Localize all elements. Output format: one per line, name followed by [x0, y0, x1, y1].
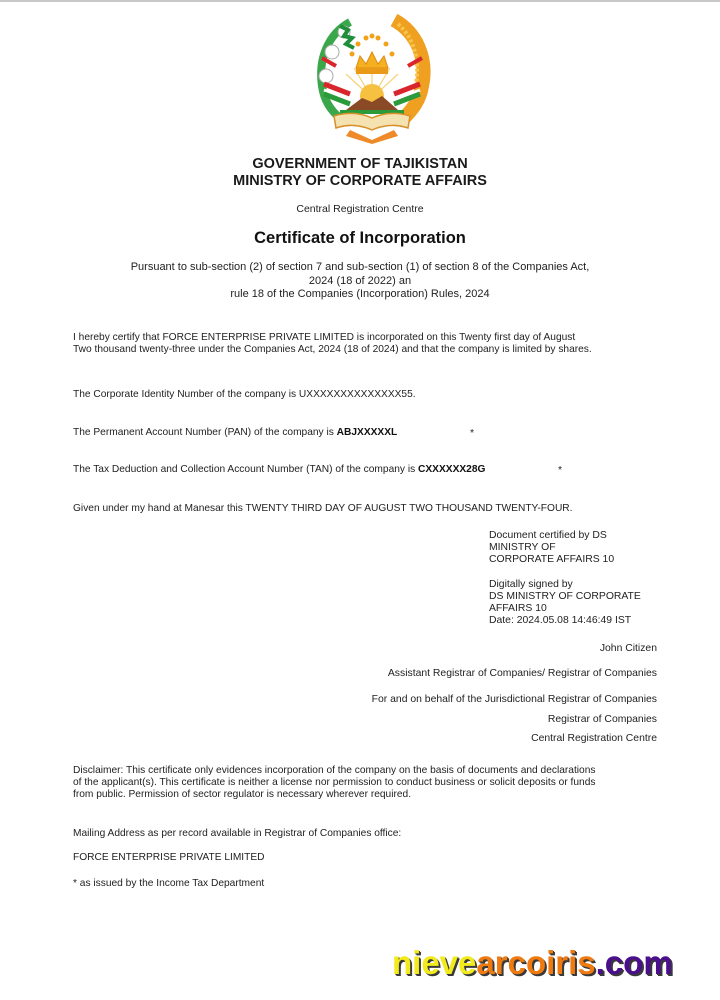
signatory-designation: Assistant Registrar of Companies/ Registrar of Companies: [387, 668, 657, 679]
registrar-line: Registrar of Companies: [547, 714, 657, 725]
tan-label: The Tax Deduction and Collection Account Number (TAN) of the company is: [73, 464, 419, 475]
mailing-company-name: FORCE ENTERPRISE PRIVATE LIMITED: [73, 852, 265, 863]
registration-centre-line: Central Registration Centre: [531, 733, 657, 744]
certification-statement: [73, 332, 592, 356]
watermark-part-2: arcoiris: [476, 944, 596, 981]
ministry-name: MINISTRY OF CORPORATE AFFAIRS: [233, 173, 487, 189]
pursuant-line: 2024 (18 of 2022) an: [308, 274, 412, 287]
signed-line: Digitally signed by: [489, 579, 573, 590]
certificate-title: Certificate of Incorporation: [254, 229, 466, 247]
centre-name: Central Registration Centre: [296, 203, 424, 215]
tan-value: CXXXXXX28G: [418, 464, 486, 475]
certified-by-block: [489, 530, 614, 566]
pan-value: ABJXXXXXL: [336, 427, 398, 438]
tan-statement: [73, 464, 485, 476]
mailing-address-label: Mailing Address as per record available in Registrar of Companies office:: [73, 828, 402, 839]
pan-statement: [73, 427, 397, 439]
pursuant-line: rule 18 of the Companies (Incorporation) Rules, 2024: [230, 288, 490, 300]
signed-line: AFFAIRS 10: [489, 603, 547, 614]
top-border: [0, 0, 720, 2]
government-name: GOVERNMENT OF TAJIKISTAN: [252, 156, 468, 172]
pursuant-line: Pursuant to sub-section (2) of section 7 and sub-section (1) of section 8 of the Companies Act,: [130, 261, 590, 273]
watermark-part-3: .com: [595, 944, 673, 981]
watermark-logo: [392, 944, 673, 982]
state-emblem-icon: [310, 14, 434, 144]
signature-date: Date: 2024.05.08 14:46:49 IST: [489, 615, 632, 626]
watermark-part-1: nieve: [392, 944, 477, 981]
cin-statement: The Corporate Identity Number of the company is UXXXXXXXXXXXXXX55.: [73, 389, 416, 400]
certify-line: Two thousand twenty-three under the Companies Act, 2024 (18 of 2024) and that the company is limited by shares.: [73, 344, 592, 355]
certified-line: Document certified by DS: [489, 530, 607, 541]
disclaimer-line: from public. Permission of sector regulator is necessary wherever required.: [73, 789, 412, 800]
given-statement: Given under my hand at Manesar this TWENTY THIRD DAY OF AUGUST TWO THOUSAND TWENTY-FOUR.: [73, 503, 573, 514]
disclaimer: [73, 765, 595, 801]
disclaimer-line: of the applicant(s). This certificate is neither a license nor permission to conduct business or solicit deposits or funds: [73, 777, 596, 788]
certify-line: I hereby certify that FORCE ENTERPRISE PRIVATE LIMITED is incorporated on this Twenty first day of August: [73, 332, 576, 343]
issuer-heading: [0, 156, 720, 190]
certified-line: CORPORATE AFFAIRS 10: [489, 554, 615, 565]
on-behalf-line: For and on behalf of the Jurisdictional Registrar of Companies: [371, 694, 657, 705]
signed-line: DS MINISTRY OF CORPORATE: [489, 591, 641, 602]
certified-line: MINISTRY OF: [489, 542, 556, 553]
disclaimer-line: Disclaimer: This certificate only evidences incorporation of the company on the basis of documents and declarations: [73, 765, 596, 776]
footnote: * as issued by the Income Tax Department: [73, 878, 265, 889]
digital-signature-block: [489, 579, 641, 627]
pursuant-clause: [0, 261, 720, 302]
signatory-name: John Citizen: [599, 643, 657, 654]
tan-footnote-marker: *: [558, 464, 563, 476]
pan-label: The Permanent Account Number (PAN) of the company is: [73, 427, 337, 438]
pan-footnote-marker: *: [470, 427, 475, 439]
